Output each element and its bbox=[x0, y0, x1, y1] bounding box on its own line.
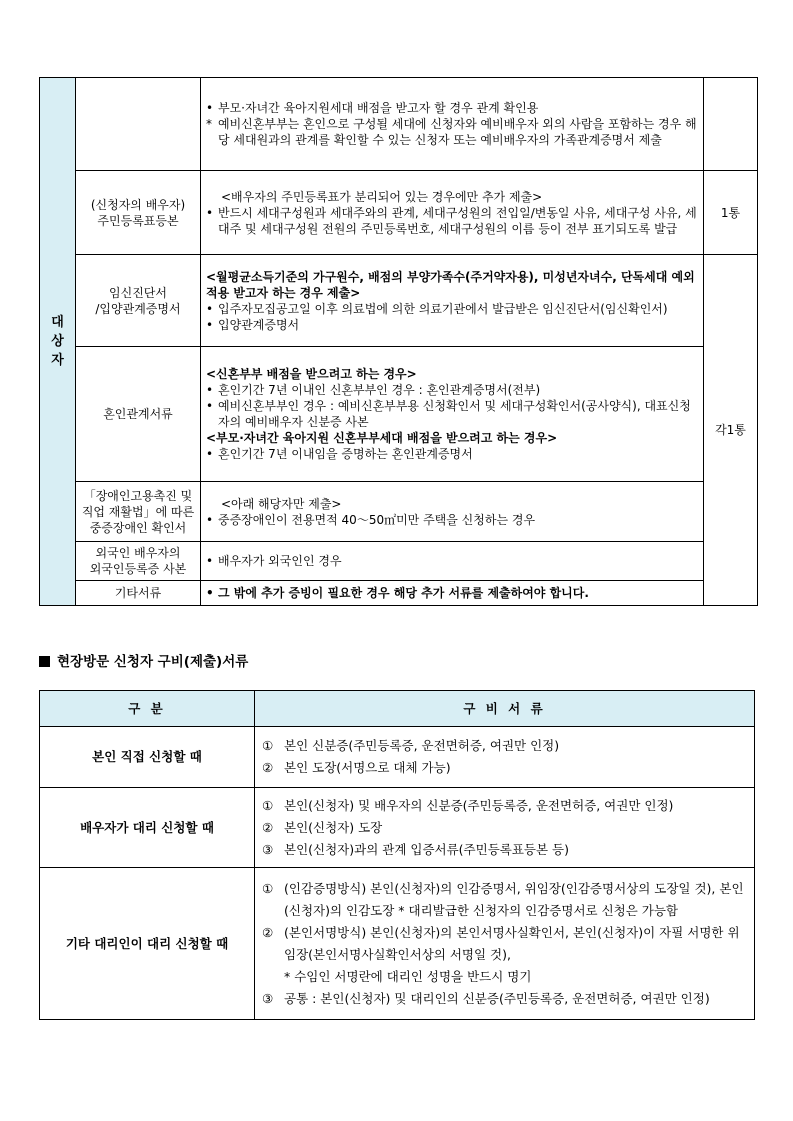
list-item: ② 본인(신청자) 도장 bbox=[262, 819, 383, 835]
doc-name-spouse-resident: (신청자의 배우자) 주민등록표등본 bbox=[76, 171, 201, 255]
doc-name-disabled: 「장애인고용촉진 및 직업 재활법」에 따른 중증장애인 확인서 bbox=[76, 482, 201, 542]
table-row bbox=[40, 542, 758, 581]
applicant-documents-table bbox=[39, 77, 758, 606]
pregnancy-desc bbox=[201, 255, 704, 347]
list-item: * 예비신혼부부는 혼인으로 구성될 세대에 신청자와 예비배우자 외의 사람을 포함하는 경우 해당 세대원과의 관계를 확인할 수 있는 신청자 또는 예비배우자의 가족관계증명서 제출 bbox=[206, 117, 697, 147]
list-item: • 부모·자녀간 육아지원세대 배점을 받고자 할 경우 관계 확인용 bbox=[206, 101, 539, 115]
foreign-spouse-desc bbox=[201, 542, 704, 581]
table-row bbox=[40, 727, 755, 788]
doc-name-foreign-spouse: 외국인 배우자의 외국인등록증 사본 bbox=[76, 542, 201, 581]
documents-cell bbox=[255, 868, 755, 1020]
table-row bbox=[40, 255, 758, 347]
visit-documents-table bbox=[39, 690, 755, 1020]
list-item: ① 본인 신분증(주민등록증, 운전면허증, 여권만 인정) bbox=[262, 738, 560, 753]
category-cell: 기타 대리인이 대리 신청할 때 bbox=[40, 868, 255, 1020]
table-row bbox=[40, 347, 758, 482]
disabled-desc bbox=[201, 482, 704, 542]
list-item: • 그 밖에 추가 증빙이 필요한 경우 해당 추가 서류를 제출하여야 합니다. bbox=[206, 586, 589, 600]
column-header-category: 구 분 bbox=[40, 691, 255, 727]
category-cell: 본인 직접 신청할 때 bbox=[40, 727, 255, 788]
list-item: ① (인감증명방식) 본인(신청자)의 인감증명서, 위임장(인감증명서상의 도장일 것), 본인(신청자)의 인감도장 * 대리발급한 신청자의 인감증명서로 신청은 가능함 bbox=[262, 880, 744, 918]
category-cell: 배우자가 대리 신청할 때 bbox=[40, 788, 255, 868]
doc-name-marriage: 혼인관계서류 bbox=[76, 347, 201, 482]
relation-notes bbox=[201, 78, 704, 171]
table-row bbox=[40, 581, 758, 606]
count-cell: 1통 bbox=[704, 171, 758, 255]
list-item: • 반드시 세대구성원과 세대주와의 관계, 세대구성원의 전입일/변동일 사유, 세대구성 사유, 세대주 및 세대구성원 전원의 주민등록번호, 세대구성원의 이름 등이 전부 표기되도록 발급 bbox=[206, 205, 697, 236]
condition-header: <배우자의 주민등록표가 분리되어 있는 경우에만 추가 제출> bbox=[221, 189, 543, 204]
documents-cell bbox=[255, 727, 755, 788]
list-item: ② 본인 도장(서명으로 대체 가능) bbox=[262, 760, 451, 775]
table-row bbox=[40, 78, 758, 171]
list-item: • 입주자모집공고일 이후 의료법에 의한 의료기관에서 발급받은 임신진단서(임신확인서) bbox=[206, 301, 668, 316]
condition-header: <신혼부부 배점을 받으려고 하는 경우> bbox=[206, 367, 417, 381]
list-item: • 예비신혼부부인 경우 : 예비신혼부부용 신청확인서 및 세대구성확인서(공사양식), 대표신청자의 예비배우자 신분증 사본 bbox=[206, 399, 691, 429]
list-item: • 배우자가 외국인인 경우 bbox=[206, 554, 342, 568]
column-header-documents: 구 비 서 류 bbox=[255, 691, 755, 727]
list-item: ③ 공통 : 본인(신청자) 및 대리인의 신분증(주민등록증, 운전면허증, 여권만 인정) bbox=[262, 990, 710, 1006]
list-item: • 중증장애인이 전용면적 40～50㎡미만 주택을 신청하는 경우 bbox=[206, 512, 536, 527]
table-row bbox=[40, 788, 755, 868]
condition-header: <월평균소득기준의 가구원수, 배점의 부양가족수(주거약자용), 미성년자녀수, 단독세대 예외 적용 받고자 하는 경우 제출> bbox=[206, 269, 695, 300]
empty-count-cell bbox=[704, 78, 758, 171]
list-item: • 입양관계증명서 bbox=[206, 317, 300, 332]
list-item: ③ 본인(신청자)과의 관계 입증서류(주민등록표등본 등) bbox=[262, 841, 570, 857]
section-heading: 현장방문 신청자 구비(제출)서류 bbox=[39, 653, 248, 671]
condition-header: <아래 해당자만 제출> bbox=[221, 496, 342, 511]
other-desc bbox=[201, 581, 704, 606]
square-bullet-icon bbox=[39, 656, 50, 667]
count-cell: 각1통 bbox=[704, 255, 758, 606]
empty-name-cell bbox=[76, 78, 201, 171]
table-row bbox=[40, 482, 758, 542]
documents-cell bbox=[255, 788, 755, 868]
doc-name-pregnancy: 임신진단서 /입양관계증명서 bbox=[76, 255, 201, 347]
list-item: * 수임인 서명란에 대리인 성명을 반드시 명기 bbox=[284, 968, 532, 984]
doc-name-other: 기타서류 bbox=[76, 581, 201, 606]
condition-header: <부모·자녀간 육아지원 신혼부부세대 배점을 받으려고 하는 경우> bbox=[206, 431, 558, 445]
table-row bbox=[40, 868, 755, 1020]
list-item: • 혼인기간 7년 이내인 신혼부부인 경우 : 혼인관계증명서(전부) bbox=[206, 383, 541, 397]
side-label: 대 상 자 bbox=[40, 78, 76, 606]
spouse-resident-desc bbox=[201, 171, 704, 255]
table-row bbox=[40, 171, 758, 255]
list-item: • 혼인기간 7년 이내임을 증명하는 혼인관계증명서 bbox=[206, 447, 473, 461]
marriage-desc bbox=[201, 347, 704, 482]
table-header-row bbox=[40, 691, 755, 727]
list-item: ② (본인서명방식) 본인(신청자)의 본인서명사실확인서, 본인(신청자)이 자필 서명한 위임장(본인서명사실확인서상의 서명일 것), bbox=[262, 924, 740, 962]
list-item: ① 본인(신청자) 및 배우자의 신분증(주민등록증, 운전면허증, 여권만 인정) bbox=[262, 797, 674, 813]
